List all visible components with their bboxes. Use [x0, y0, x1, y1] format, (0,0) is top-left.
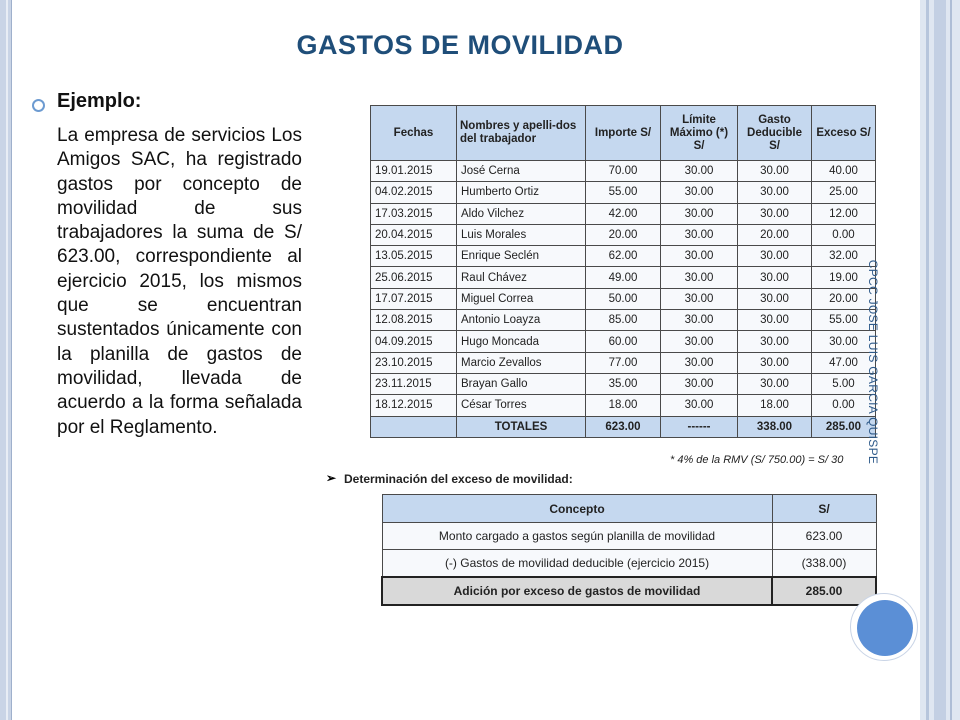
cell-exceso: 25.00 [812, 182, 876, 203]
footnote: * 4% de la RMV (S/ 750.00) = S/ 30 [670, 454, 844, 466]
cell-limite: 30.00 [661, 161, 738, 182]
cell-gasto: 30.00 [738, 373, 812, 394]
table-row [371, 246, 876, 267]
cell-fecha: 17.03.2015 [371, 203, 457, 224]
bullet-circle-icon [32, 99, 45, 112]
cell-gasto: 30.00 [738, 310, 812, 331]
cell-nombre: Hugo Moncada [457, 331, 586, 352]
table-row [371, 352, 876, 373]
cell-importe: 35.00 [586, 373, 661, 394]
cell-limite: 30.00 [661, 246, 738, 267]
cell-limite: 30.00 [661, 224, 738, 245]
cell-gasto: 20.00 [738, 224, 812, 245]
cell-limite: 30.00 [661, 310, 738, 331]
cell-importe: 62.00 [586, 246, 661, 267]
cell-nombre: Brayan Gallo [457, 373, 586, 394]
cell-fecha: 04.09.2015 [371, 331, 457, 352]
example-paragraph: La empresa de servicios Los Amigos SAC, ha registrado gastos por concepto de movilidad de sus trabajadores la suma de S/ 623.00, correspondiente al ejercicio 2015, los mismos que se encuentran sustentados únicamente con la planilla de gastos de movilidad, llevada de acuerdo a la forma señalada por el Reglamento. [57, 125, 302, 438]
cell-fecha: 25.06.2015 [371, 267, 457, 288]
bullet-label: Ejemplo: [57, 90, 142, 112]
table-row [371, 224, 876, 245]
cell-nombre: Humberto Ortiz [457, 182, 586, 203]
summary-total-row [382, 577, 876, 605]
cell-limite: 30.00 [661, 267, 738, 288]
table-row [371, 203, 876, 224]
summary-concept: (-) Gastos de movilidad deducible (ejercicio 2015) [382, 550, 772, 578]
cell-exceso: 0.00 [812, 224, 876, 245]
cell-fecha: 13.05.2015 [371, 246, 457, 267]
cell-gasto: 30.00 [738, 182, 812, 203]
cell-importe: 42.00 [586, 203, 661, 224]
cell-nombre: Raul Chávez [457, 267, 586, 288]
total-importe: 623.00 [586, 416, 661, 437]
totals-row [371, 416, 876, 437]
cell-limite: 30.00 [661, 182, 738, 203]
table-row [371, 331, 876, 352]
cell-importe: 70.00 [586, 161, 661, 182]
cell-limite: 30.00 [661, 373, 738, 394]
cell-nombre: Miguel Correa [457, 288, 586, 309]
table-row [371, 288, 876, 309]
cell-importe: 55.00 [586, 182, 661, 203]
col-header-nombres: Nombres y apelli-dos del trabajador [457, 106, 586, 161]
right-frame-border [920, 0, 960, 720]
cell-exceso: 0.00 [812, 395, 876, 416]
cell-gasto: 30.00 [738, 267, 812, 288]
cell-nombre: José Cerna [457, 161, 586, 182]
cell-importe: 20.00 [586, 224, 661, 245]
summary-table [381, 494, 877, 606]
totals-label: TOTALES [457, 416, 586, 437]
cell-limite: 30.00 [661, 395, 738, 416]
cell-fecha: 18.12.2015 [371, 395, 457, 416]
table-row [371, 310, 876, 331]
summary-value: 623.00 [772, 523, 876, 550]
cell-fecha: 20.04.2015 [371, 224, 457, 245]
total-exceso: 285.00 [812, 416, 876, 437]
cell-gasto: 30.00 [738, 246, 812, 267]
cell-fecha: 17.07.2015 [371, 288, 457, 309]
left-frame-border [0, 0, 12, 720]
summary-row [382, 550, 876, 578]
cell-importe: 77.00 [586, 352, 661, 373]
cell-exceso: 47.00 [812, 352, 876, 373]
col-header-gasto-deducible: Gasto Deducible S/ [738, 106, 812, 161]
cell-nombre: Marcio Zevallos [457, 352, 586, 373]
cell-nombre: Enrique Seclén [457, 246, 586, 267]
summary-concept: Monto cargado a gastos según planilla de movilidad [382, 523, 772, 550]
col-header-exceso: Exceso S/ [812, 106, 876, 161]
cell-limite: 30.00 [661, 203, 738, 224]
cell-gasto: 30.00 [738, 203, 812, 224]
col-header-importe: Importe S/ [586, 106, 661, 161]
col-header-soles: S/ [772, 495, 876, 523]
cell-exceso: 30.00 [812, 331, 876, 352]
cell-fecha: 23.11.2015 [371, 373, 457, 394]
cell-fecha: 04.02.2015 [371, 182, 457, 203]
cell-limite: 30.00 [661, 331, 738, 352]
cell-importe: 18.00 [586, 395, 661, 416]
determination-title: Determinación del exceso de movilidad: [344, 472, 573, 486]
cell-exceso: 5.00 [812, 373, 876, 394]
cell-importe: 60.00 [586, 331, 661, 352]
table-row [371, 373, 876, 394]
table-row [371, 395, 876, 416]
col-header-limite: Límite Máximo (*) S/ [661, 106, 738, 161]
cell-exceso: 40.00 [812, 161, 876, 182]
author-side-text: CPCC JOSE LUIS GARCIA QUISPE [866, 259, 880, 465]
cell-fecha: 23.10.2015 [371, 352, 457, 373]
arrow-bullet-icon: ➢ [326, 471, 337, 485]
total-limite: ------ [661, 416, 738, 437]
summary-value: (338.00) [772, 550, 876, 578]
cell-limite: 30.00 [661, 352, 738, 373]
cell-gasto: 30.00 [738, 331, 812, 352]
cell-importe: 50.00 [586, 288, 661, 309]
cell-nombre: César Torres [457, 395, 586, 416]
cell-exceso: 32.00 [812, 246, 876, 267]
cell-nombre: Aldo Vilchez [457, 203, 586, 224]
table-row [371, 182, 876, 203]
cell-importe: 85.00 [586, 310, 661, 331]
table-row [371, 267, 876, 288]
summary-row [382, 523, 876, 550]
cell-fecha: 19.01.2015 [371, 161, 457, 182]
cell-gasto: 30.00 [738, 161, 812, 182]
slide-title: GASTOS DE MOVILIDAD [296, 30, 624, 60]
summary-value: 285.00 [772, 577, 876, 605]
cell-fecha: 12.08.2015 [371, 310, 457, 331]
cell-exceso: 12.00 [812, 203, 876, 224]
cell-exceso: 19.00 [812, 267, 876, 288]
cell-nombre: Antonio Loayza [457, 310, 586, 331]
cell-gasto: 30.00 [738, 352, 812, 373]
summary-concept: Adición por exceso de gastos de movilidad [382, 577, 772, 605]
cell-exceso: 55.00 [812, 310, 876, 331]
expenses-table [370, 105, 876, 438]
total-gasto: 338.00 [738, 416, 812, 437]
cell-exceso: 20.00 [812, 288, 876, 309]
totals-blank [371, 416, 457, 437]
cell-nombre: Luis Morales [457, 224, 586, 245]
col-header-concepto: Concepto [382, 495, 772, 523]
cell-gasto: 30.00 [738, 288, 812, 309]
cell-importe: 49.00 [586, 267, 661, 288]
table-row [371, 161, 876, 182]
decorative-circle [857, 600, 913, 656]
cell-gasto: 18.00 [738, 395, 812, 416]
cell-limite: 30.00 [661, 288, 738, 309]
col-header-fechas: Fechas [371, 106, 457, 161]
